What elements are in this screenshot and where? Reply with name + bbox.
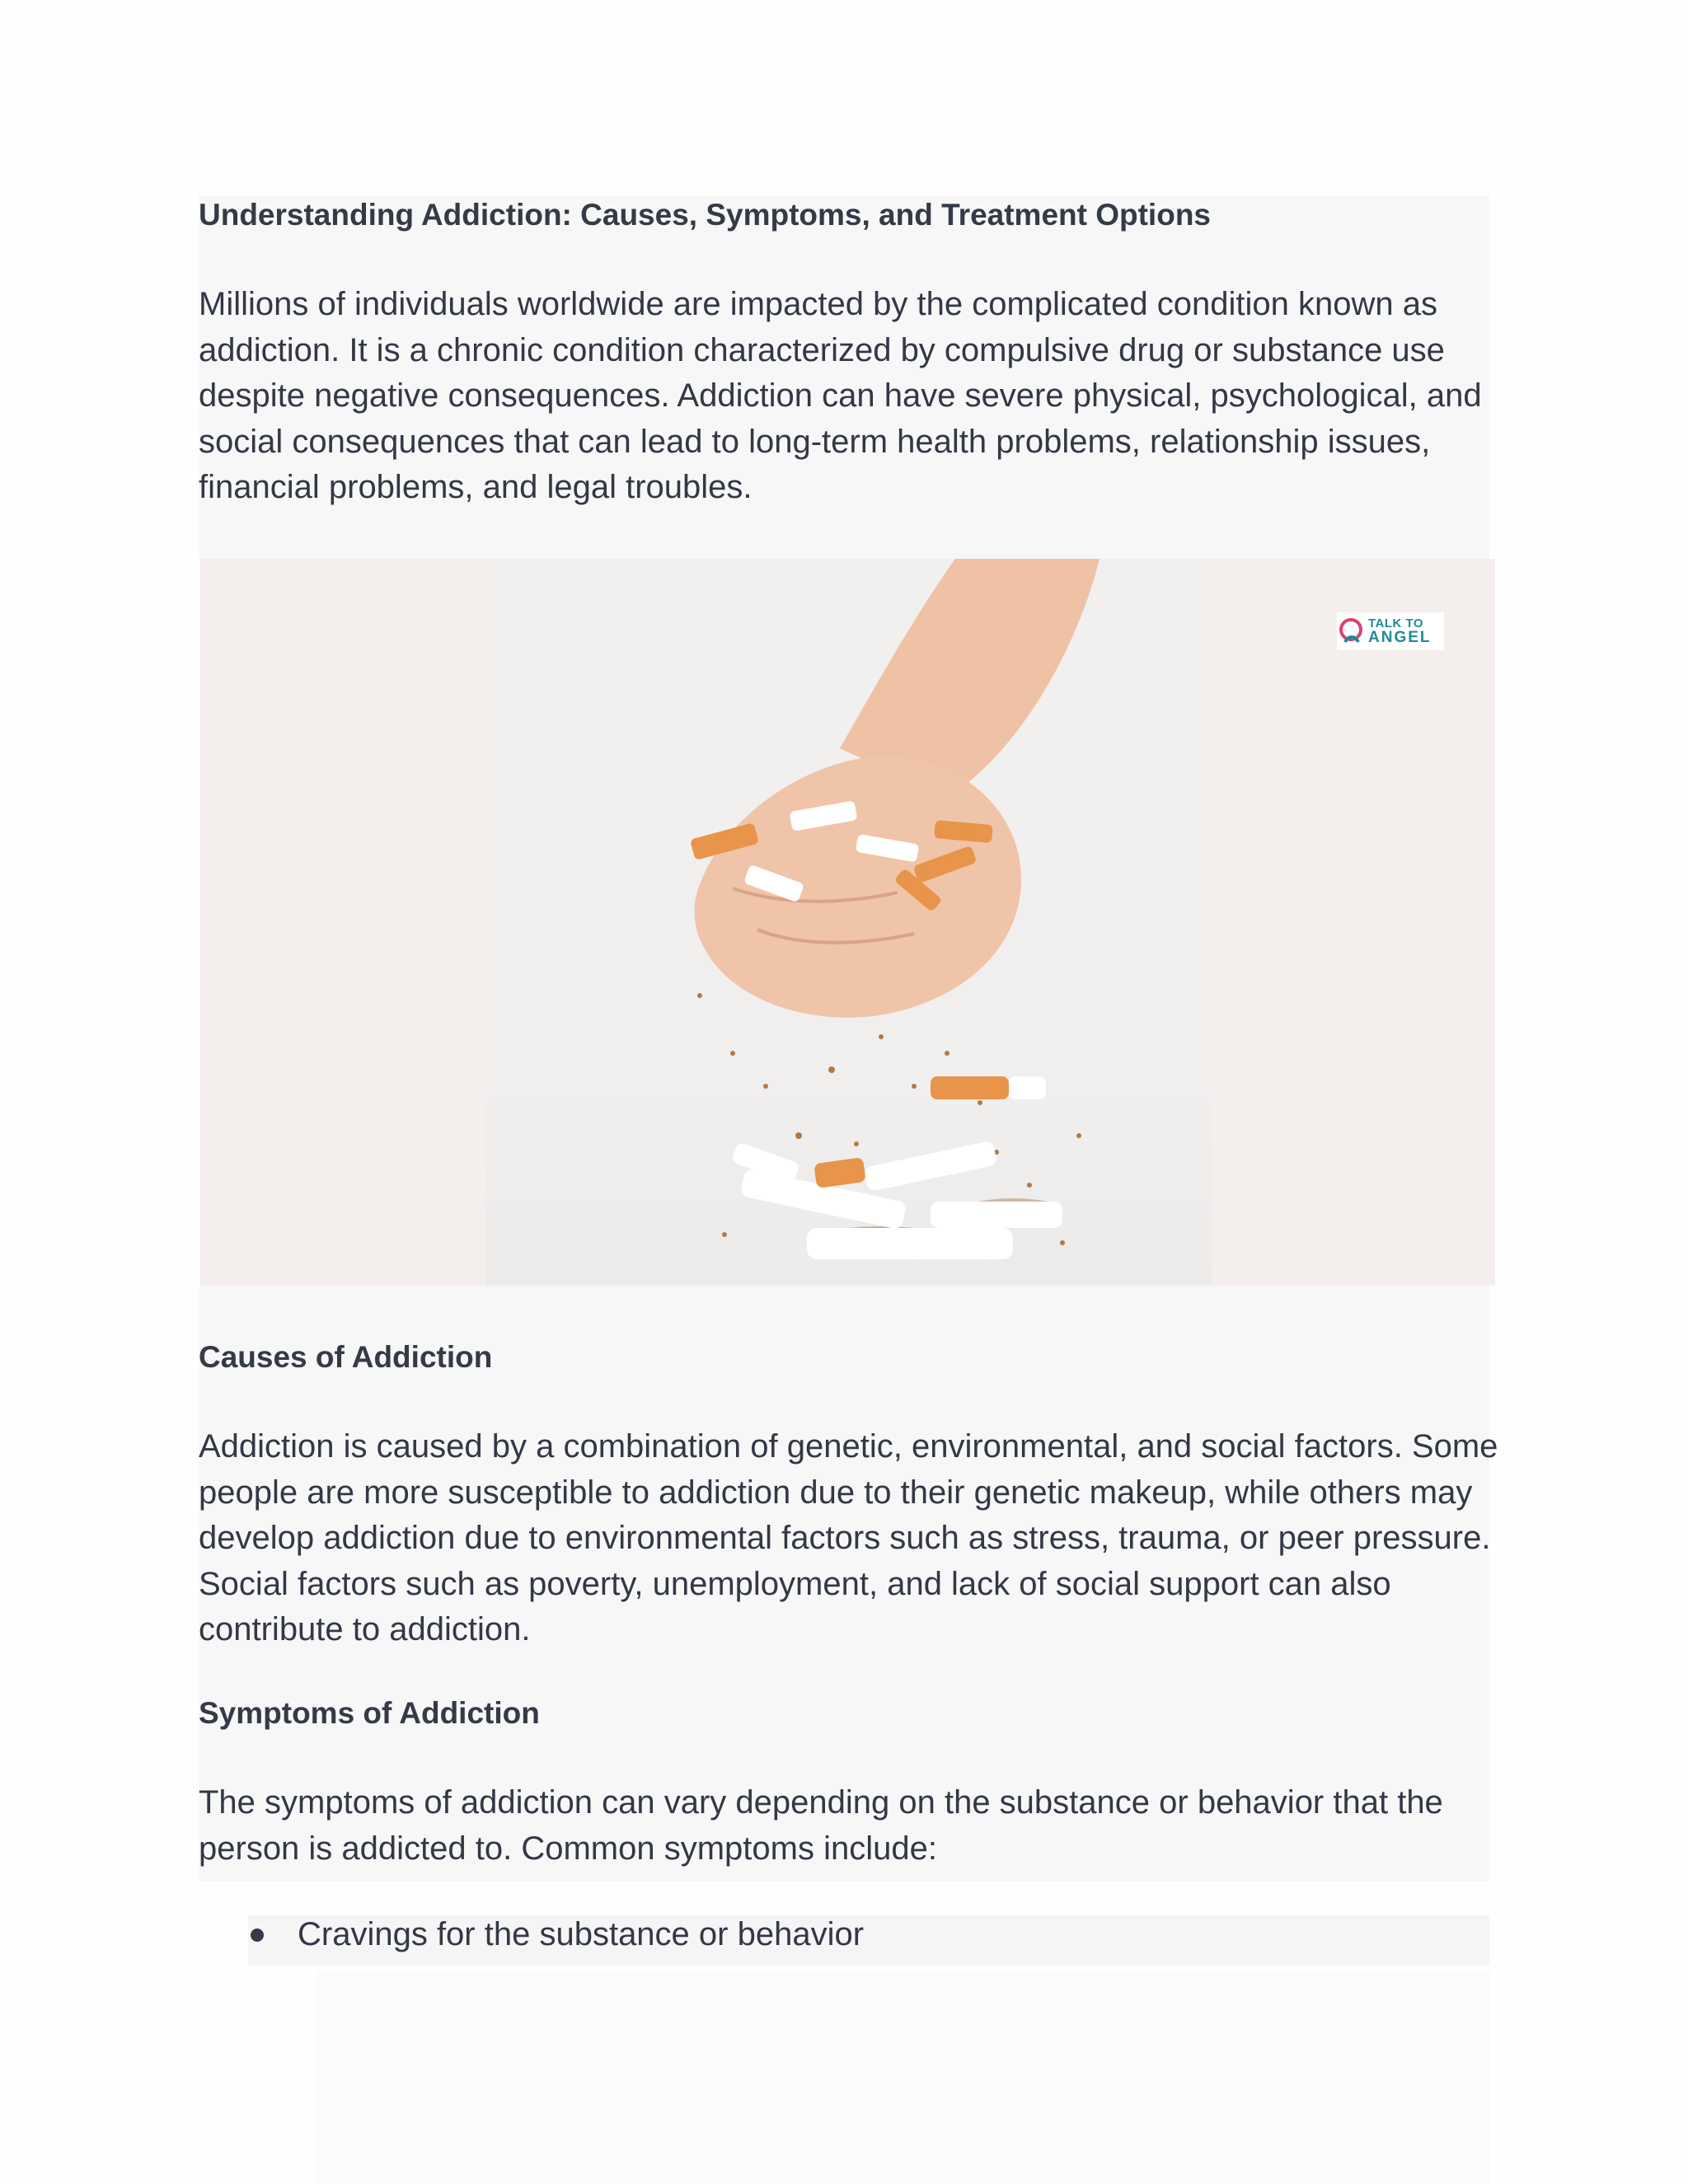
angel-icon xyxy=(1337,616,1365,647)
logo-line-1: TALK TO xyxy=(1368,616,1424,630)
talk-to-angel-logo xyxy=(1337,612,1444,650)
list-item-text: Cravings for the substance or behavior xyxy=(298,1916,865,1952)
causes-paragraph: Addiction is caused by a combination of genetic, environmental, and social factors. Some people are more susceptible to addiction due to their genetic makeup, while others may develop addiction due to environmental factors such as stress, trauma, or peer pressure. Social factors such as poverty, unemployment, and lack of social support can also contribute to addiction. xyxy=(199,1428,1498,1647)
faint-background-column xyxy=(316,1970,1490,2184)
logo-line-2: ANGEL xyxy=(1368,629,1432,646)
symptoms-paragraph: The symptoms of addiction can vary depending on the substance or behavior that the person is addicted to. Common symptoms include: xyxy=(199,1784,1443,1867)
section-heading-causes: Causes of Addiction xyxy=(199,1340,493,1374)
logo-wordmark xyxy=(1368,617,1432,645)
article-image xyxy=(200,559,1495,1286)
bullet-icon xyxy=(251,1929,264,1942)
intro-paragraph: Millions of individuals worldwide are impacted by the complicated condition known as addiction. It is a chronic condition characterized by compulsive drug or substance use despite negative consequences. Addiction can have severe physical, psychological, and social consequences that can lead to long-term health problems, relationship issues, financial problems, and legal troubles. xyxy=(199,286,1482,505)
page-title: Understanding Addiction: Causes, Symptoms, and Treatment Options xyxy=(199,198,1211,232)
cigarettes-on-ground xyxy=(731,1076,1062,1259)
photo-panel xyxy=(485,559,1212,1286)
fist xyxy=(694,757,1021,1018)
section-heading-symptoms: Symptoms of Addiction xyxy=(199,1696,540,1730)
fist-crushing-cigarettes-illustration xyxy=(485,559,1212,1286)
